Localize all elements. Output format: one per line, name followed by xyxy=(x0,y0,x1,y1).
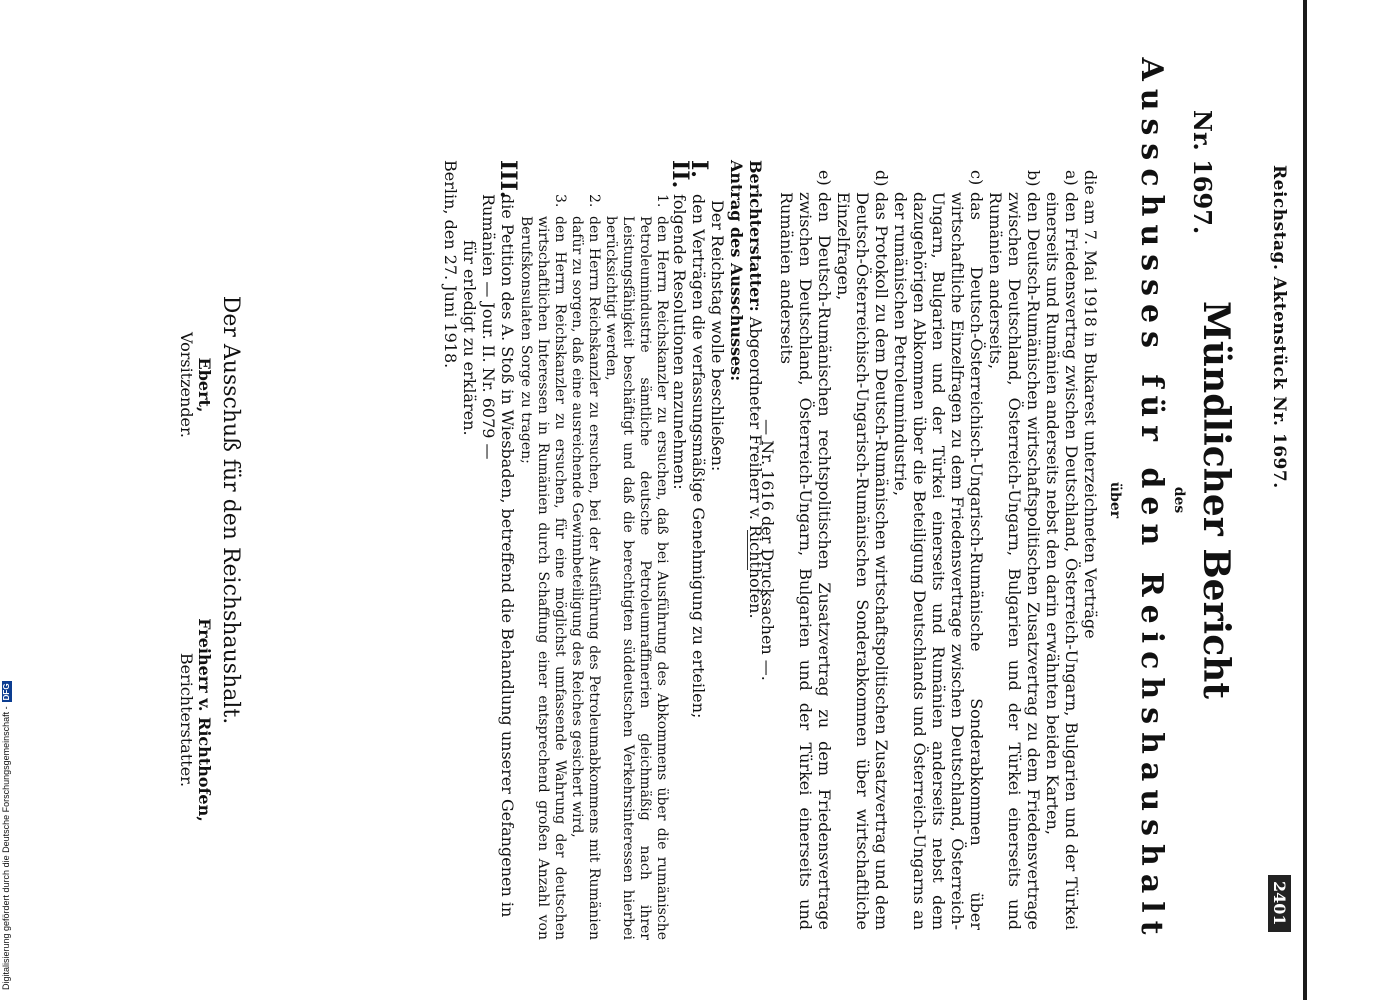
chair-name: Ebert, xyxy=(195,357,214,413)
signature-reporter xyxy=(177,580,213,860)
page-header xyxy=(1261,0,1291,1000)
list-item: e) den Deutsch-Rumänischen rechtspolitischen Zusatzvertrag zu dem Friedensvertrage zwischen Deutschland, Österreich-Ungarn, Bulgarien und der Türkei einerseits und Rumänien anderseits xyxy=(777,170,834,930)
page-number: 2401 xyxy=(1268,875,1291,932)
motion-section xyxy=(441,160,765,940)
reporter-name: Freiherr v. Richthofen, xyxy=(195,618,214,822)
list-item: b) den Deutsch-Rumänischen wirtschaftspolitischen Zusatzvertrag zu dem Friedensvertrage zwischen Deutschland, Österreich-Ungarn, Bulgarien und der Türkei einerseits und Rumänien anderseits, xyxy=(986,170,1043,930)
roman-item: II. folgende Resolutionen anzunehmen: xyxy=(667,160,693,490)
title-des: des xyxy=(1171,486,1187,514)
signature-chair xyxy=(177,285,213,485)
digitization-footer xyxy=(0,0,10,1000)
resolution-item: 3. den Herrn Reichskanzler zu ersuchen, für eine möglichst umfassende Wahrung der deutschen wirtschaftlichen Interessen in Rumänien durch Schaffung einer entsprechend großen Anzahl von Berufskonsulaten Sorge zu tragen; xyxy=(518,194,568,940)
resolution-item: 2. den Herrn Reichskanzler zu ersuchen, bei der Ausführung des Petroleumabkommens mit Rumänien dafür zu sorgen, daß eine ausreichende Gewinnbeteiligung des Reiches gesichert wird, xyxy=(569,194,602,940)
title-ueber: über xyxy=(1107,481,1123,519)
title-committee: Ausschusses für den Reichshaushalt xyxy=(1134,57,1169,943)
roman-item: III. die Petition des A. Stoß in Wiesbaden, betreffend die Behandlung unserer Gefangenen in Rumänien — Jour. II. Nr. 6079 — xyxy=(479,160,521,918)
dfg-logo: DFG xyxy=(2,683,11,701)
motion-intro: Der Reichstag wolle beschließen: xyxy=(708,200,727,472)
resolution-list xyxy=(517,194,670,940)
list-item: a) den Friedensvertrag zwischen Deutschland, Österreich-Ungarn, Bulgarien und der Türkei einerseits und Rumänien anderseits nebst den darin erwähnten beiden Karten, xyxy=(1043,170,1081,930)
reference-text: — Nr. 1616 der Drucksachen —. xyxy=(758,419,777,681)
reporter-label: Berichterstatter: xyxy=(746,160,765,312)
motion-heading: Antrag des Ausschusses: xyxy=(727,160,746,382)
title-main: Mündlicher Bericht xyxy=(1195,301,1237,699)
header-text: Reichstag. Aktenstück Nr. 1697. xyxy=(1269,165,1289,489)
resolution-item: 1. den Herrn Reichskanzler zu ersuchen, daß bei Ausführung des Abkommens über die rumänische Petroleumindustrie sämtliche deutsche Petroleumraffinerien gleichmäßig nach ihrer Leistungsfähigkeit beschäftigt und daß die berechtigten süddeutschen Verkehrsinteressen hierbei berücksichtigt werden, xyxy=(603,194,670,940)
header-rule xyxy=(1303,0,1307,1000)
reporter-role: Berichterstatter. xyxy=(177,652,196,788)
treaty-list xyxy=(737,170,1100,930)
list-item: d) das Protokoll zu dem Deutsch-Rumänischen wirtschaftspolitischen Zusatzvertrag und dem Deutsch-Österreichisch-Ungarisch-Rumänischen Sonderabkommen über wirtschaftliche Einzelfragen, xyxy=(834,170,891,930)
chair-role: Vorsitzender. xyxy=(177,331,196,438)
reporter-text: Abgeordneter Freiherr v. Richthofen. xyxy=(746,316,765,619)
digitization-note: Digitalisierung gefördert durch die Deutsche Forschungsgemeinschaft - xyxy=(1,706,11,990)
document-number: Nr. 1697. xyxy=(1188,110,1217,235)
list-item: c) das Deutsch-Österreichisch-Ungarisch-Rumänische Sonderabkommen über wirtschaftliche Einzelfragen zu dem Friedensvertrage zwischen Deutschland, Österreich-Ungarn, Bulgarien und der Türkei einerseits und Rumänien anderseits nebst dem dazugehörigen Abkommen über die Beteiligung Deutschlands und Österreich-Ungarns an der rumänischen Petroleumindustrie, xyxy=(891,170,986,930)
date-line: Berlin, den 27. Juni 1918. xyxy=(441,160,460,369)
roman-item: I. den Verträgen die verfassungsmäßige Genehmigung zu erteilen; xyxy=(686,160,712,719)
committee-signature: Der Ausschuß für den Reichshaushalt. xyxy=(218,295,243,725)
intro-text: die am 7. Mai 1918 in Bukarest unterzeichneten Verträge xyxy=(1081,170,1100,639)
roman-3-end: für erledigt zu erklären. xyxy=(460,240,479,436)
